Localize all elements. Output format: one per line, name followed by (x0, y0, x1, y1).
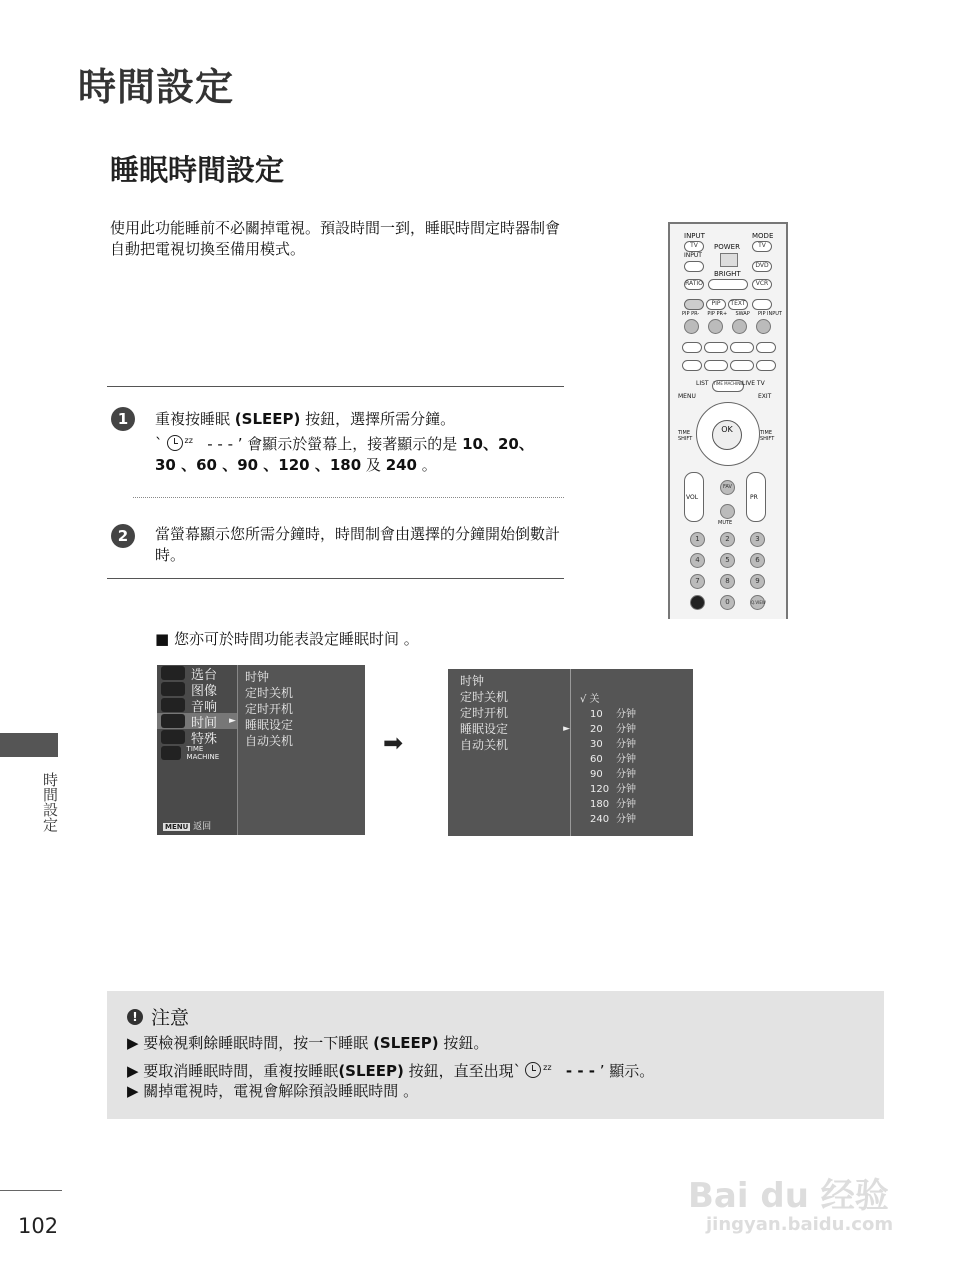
remote-q-view-key: Q.VIEW (750, 595, 765, 610)
power-button (720, 253, 738, 267)
remote-pip-key (756, 319, 771, 334)
digit-key: 1 (690, 532, 705, 547)
osd-submenu-item: 定时开机 (245, 702, 294, 716)
remote-menu-label: MENU (678, 393, 696, 400)
osd-category-item: TIME MACHINE (157, 745, 237, 761)
section-title: 睡眠時間設定 (110, 153, 285, 187)
digit-key: 6 (750, 553, 765, 568)
remote-pip-labels (682, 311, 782, 317)
remote-vcr-button: VCR (752, 279, 772, 290)
remote-time-machine-button: TIME MACHINE (712, 380, 744, 392)
sleep-option: 120 分钟 (590, 784, 636, 795)
digit-key: 0 (720, 595, 735, 610)
note-header (127, 1003, 189, 1030)
note-line-2: ▶ 要取消睡眠時間，重複按睡眠(SLEEP) 按鈕，直至出現` $^{zz}$ - - - ’ 顯示。 (127, 1062, 655, 1080)
sleep-option: 240 分钟 (590, 814, 636, 825)
step-2-text: 當螢幕顯示您所需分鐘時，時間制會由選擇的分鐘開始倒數計時。 (155, 525, 561, 564)
stop-button (682, 342, 702, 353)
note-line-3: ▶ 關掉電視時，電視會解除預設睡眠時間 。 (127, 1082, 419, 1100)
remote-mute-label: MUTE (718, 520, 733, 526)
side-tab-marker (0, 733, 58, 757)
remote-list-label: LIST (696, 380, 709, 387)
digit-key: 9 (750, 574, 765, 589)
swap-label: SWAP (735, 311, 750, 317)
remote-pr-label: PR (750, 494, 758, 501)
footer-rule (0, 1190, 62, 1191)
step-1-line-2: ` $^{zz}$ - - - ’ 會顯示於螢幕上，接著顯示的是 10、20、 (155, 435, 534, 453)
option-icon (161, 730, 185, 744)
remote-pip-key (732, 319, 747, 334)
sleep-key (690, 595, 705, 610)
remote-control-illustration (668, 222, 788, 619)
remote-ii-button (752, 299, 772, 310)
remote-bright-label: BRIGHT (714, 270, 741, 278)
digit-key: 5 (720, 553, 735, 568)
remote-mute-key (720, 504, 735, 519)
sleep-timer-icon (167, 435, 183, 451)
remote-power-label: POWER (714, 243, 740, 251)
sleep-timer-icon (525, 1062, 541, 1078)
next-button (756, 360, 776, 371)
remote-live-tv-label: LIVE TV (742, 380, 765, 387)
osd-submenu-item: 自动关机 (460, 738, 509, 752)
remote-mode-label: MODE (752, 232, 774, 240)
osd-submenu-item: 定时关机 (245, 686, 294, 700)
osd-submenu-item: 自动关机 (245, 734, 294, 748)
forward-button (730, 360, 754, 371)
osd-category-column (157, 665, 238, 835)
sleep-option-off: √ 关 (580, 694, 600, 705)
arrow-icon: ➡ (383, 729, 404, 757)
step-1-number: 1 (111, 407, 135, 431)
sleep-option: 20 分钟 (590, 724, 636, 735)
prev-button (682, 360, 702, 371)
remote-input-label: INPUT (684, 232, 705, 240)
warning-icon: ! (127, 1009, 143, 1025)
digit-key: 7 (690, 574, 705, 589)
intro-paragraph: 使用此功能睡前不必關掉電視。預設時間一到，睡眠時間定時器制會自動把電視切換至備用模式。 (110, 219, 561, 258)
osd-category-item: 图像 (157, 681, 237, 697)
picture-icon (161, 682, 185, 696)
osd-submenu-item-selected: 睡眠设定 ► (460, 722, 570, 736)
remote-time-shift-label: TIME SHIFT (678, 430, 693, 442)
note-box (107, 991, 884, 1119)
digit-key: 2 (720, 532, 735, 547)
step-1-line-3: 30 、60 、90 、120 、180 及 240 。 (155, 456, 437, 474)
sleep-option: 60 分钟 (590, 754, 636, 765)
baidu-watermark-logo: Bai du 经验 (688, 1176, 889, 1216)
osd-menu-right (448, 669, 693, 836)
step-1-text (155, 409, 565, 476)
remote-key-button (684, 299, 704, 310)
pause-button (730, 342, 754, 353)
side-label: 時間設定 (41, 772, 59, 832)
osd-submenu-item: 定时关机 (460, 690, 509, 704)
remote-bright-button (708, 279, 748, 290)
page-number: 102 (18, 1214, 59, 1238)
pip-pr-minus-label: PIP PR- (682, 311, 700, 317)
steps-top-rule (107, 386, 564, 387)
osd-submenu-item: 定时开机 (460, 706, 509, 720)
clock-icon (161, 714, 185, 728)
osd-submenu-right (460, 673, 570, 753)
note-title: 注意 (151, 1007, 190, 1029)
remote-text-button: TEXT (728, 299, 748, 310)
remote-dvd-button: DVD (752, 261, 772, 272)
audio-icon (161, 698, 185, 712)
osd-category-item: 选台 (157, 665, 237, 681)
page-title: 時間設定 (78, 65, 235, 109)
remote-fav-key: FAV (720, 480, 735, 495)
osd-submenu-item: 时钟 (460, 674, 485, 688)
sleep-option: 180 分钟 (590, 799, 636, 810)
remote-mode-tv-button: TV (752, 241, 772, 252)
osd-divider (570, 669, 571, 836)
remote-tv-button: TV (684, 241, 704, 252)
osd-submenu-item: 睡眠设定 (245, 718, 294, 732)
remote-pip-button: PIP (706, 299, 726, 310)
remote-ratio-button: RATIO (684, 279, 704, 290)
step-1-line-1: 重複按睡眠 (SLEEP) 按鈕，選擇所需分鐘。 (155, 410, 456, 428)
time-machine-icon (161, 746, 181, 760)
osd-menu-left (157, 665, 365, 835)
osd-category-item: 特殊 (157, 729, 237, 745)
remote-pip-key (708, 319, 723, 334)
steps-divider (133, 497, 564, 498)
play-button (704, 342, 728, 353)
sleep-options-list (580, 692, 636, 827)
remote-input2-label: INPUT (684, 252, 702, 259)
remote-time-shift-label-right: TIME SHIFT (760, 430, 775, 442)
pip-pr-plus-label: PIP PR+ (707, 311, 728, 317)
rewind-button (704, 360, 728, 371)
steps-bottom-rule (107, 578, 564, 579)
digit-key: 4 (690, 553, 705, 568)
channel-icon (161, 666, 185, 680)
osd-category-item: 音响 (157, 697, 237, 713)
record-button (756, 342, 776, 353)
osd-pointer-icon: ► (563, 724, 570, 734)
sleep-option: 10 分钟 (590, 709, 636, 720)
osd-selected-arrow: ► (229, 716, 236, 726)
sleep-option: 90 分钟 (590, 769, 636, 780)
osd-category-item-selected: 时间 ► (157, 713, 237, 729)
remote-input-button (684, 261, 704, 272)
digit-key: 3 (750, 532, 765, 547)
baidu-watermark-url: jingyan.baidu.com (706, 1214, 894, 1235)
step-2-number: 2 (111, 524, 135, 548)
tip-line: ■ 您亦可於時間功能表設定睡眠时间 。 (155, 630, 419, 648)
digit-key: 8 (720, 574, 735, 589)
remote-pip-key (684, 319, 699, 334)
osd-menu-hint: MENU 返回 (165, 822, 212, 832)
sleep-option: 30 分钟 (590, 739, 636, 750)
osd-submenu-left (245, 669, 293, 749)
note-line-1: ▶ 要檢視剩餘睡眠時間，按一下睡眠 (SLEEP) 按鈕。 (127, 1034, 489, 1052)
remote-exit-label: EXIT (758, 393, 772, 400)
osd-submenu-item: 时钟 (245, 670, 270, 684)
remote-vol-label: VOL (686, 494, 699, 501)
remote-ok-button: OK (712, 420, 742, 450)
pip-input-label: PIP INPUT (757, 311, 782, 317)
